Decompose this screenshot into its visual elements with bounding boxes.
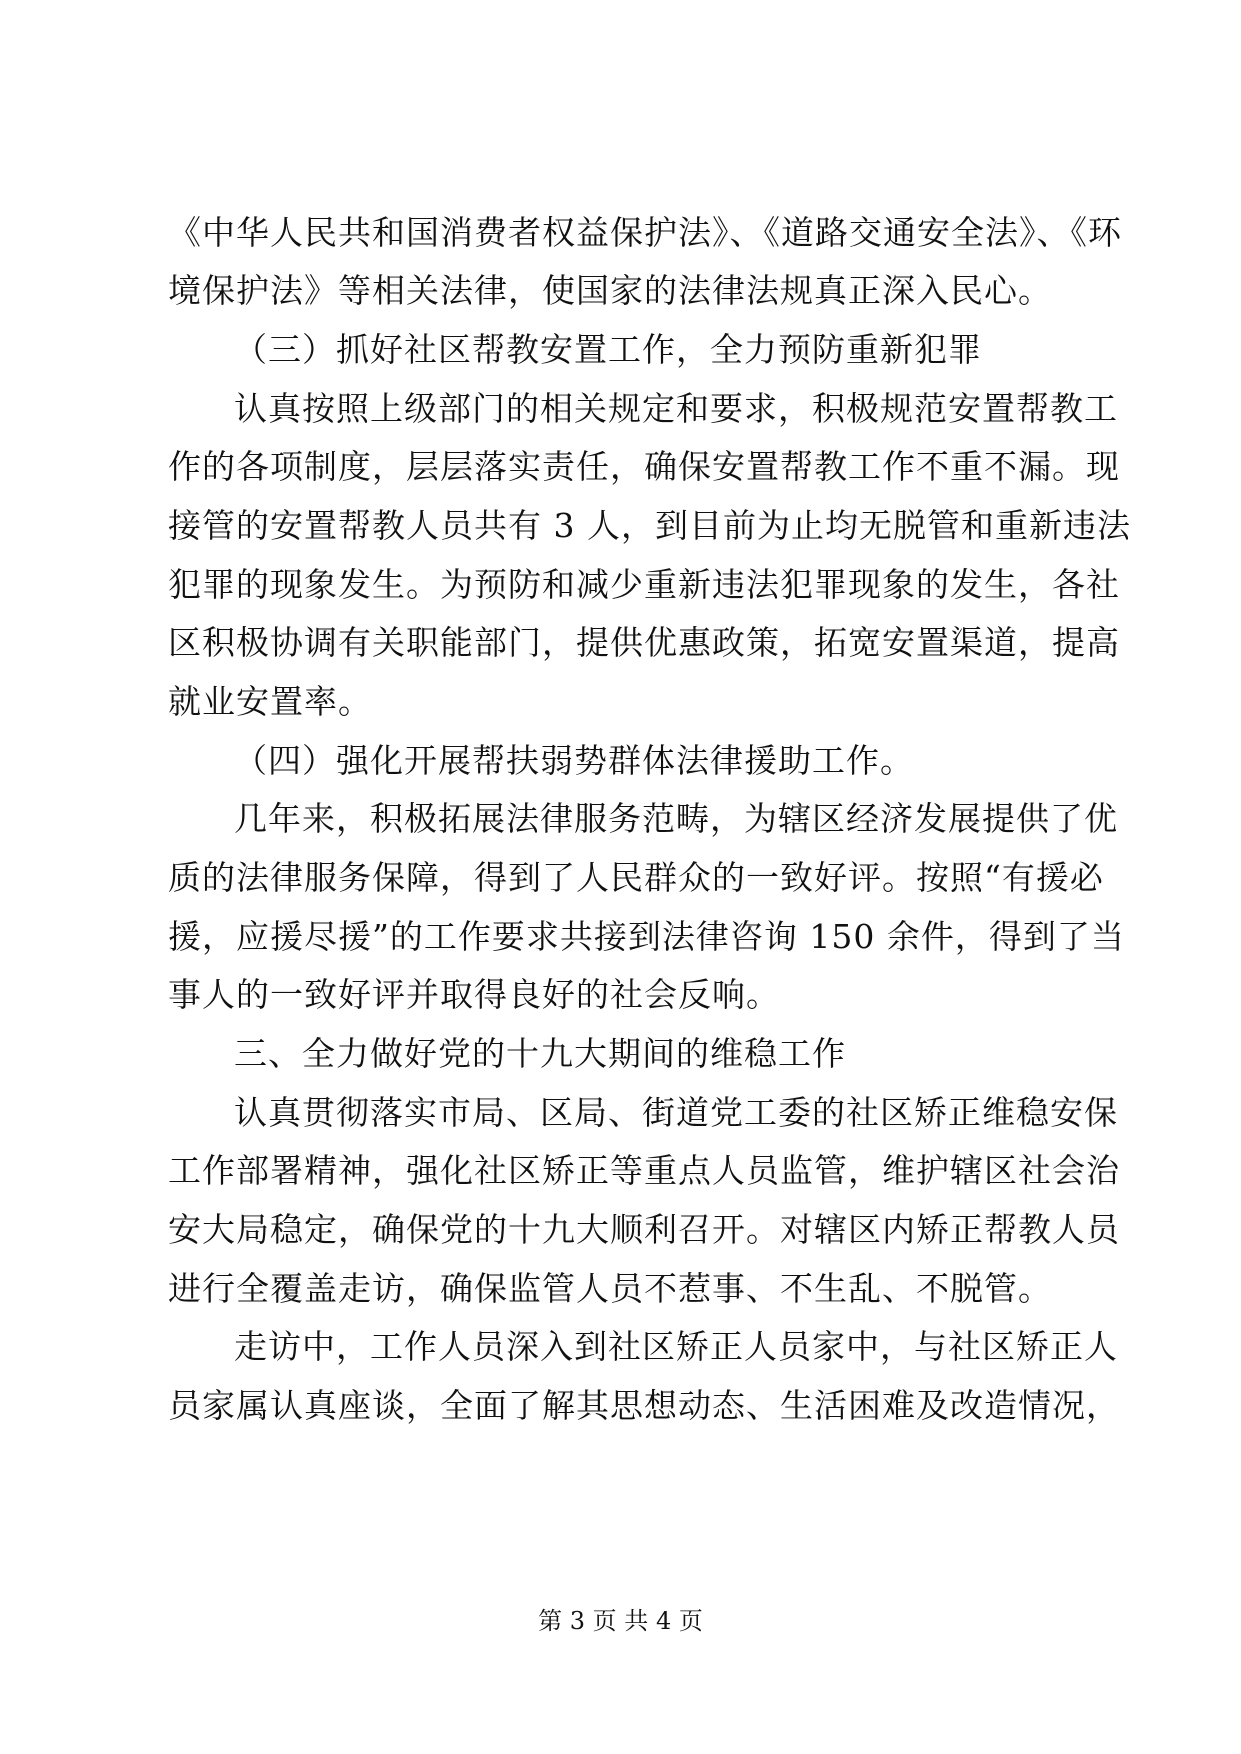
section-heading: （四）强化开展帮扶弱势群体法律援助工作。 — [234, 741, 914, 780]
text-line: 员家属认真座谈，全面了解其思想动态、生活困难及改造情况， — [168, 1386, 1120, 1425]
text-line: 境保护法》等相关法律，使国家的法律法规真正深入民心。 — [168, 271, 1052, 310]
text-line: 质的法律服务保障，得到了人民群众的一致好评。按照“有援必 — [168, 858, 1104, 897]
text-line: 几年来，积极拓展法律服务范畴，为辖区经济发展提供了优 — [234, 799, 1118, 838]
text-line: 走访中，工作人员深入到社区矫正人员家中，与社区矫正人 — [234, 1327, 1118, 1366]
text-line: 就业安置率。 — [168, 682, 372, 721]
section-heading: 三、全力做好党的十九大期间的维稳工作 — [234, 1034, 846, 1073]
page-number-footer: 第 3 页 共 4 页 — [538, 1607, 703, 1635]
text-line: 援，应援尽援”的工作要求共接到法律咨询 150 余件，得到了当 — [168, 917, 1125, 956]
section-heading: （三）抓好社区帮教安置工作，全力预防重新犯罪 — [234, 330, 982, 369]
text-line: 犯罪的现象发生。为预防和减少重新违法犯罪现象的发生，各社 — [168, 565, 1120, 604]
text-line: 事人的一致好评并取得良好的社会反响。 — [168, 975, 780, 1014]
text-line: 区积极协调有关职能部门，提供优惠政策，拓宽安置渠道，提高 — [168, 623, 1120, 662]
text-line: 认真贯彻落实市局、区局、街道党工委的社区矫正维稳安保 — [234, 1093, 1118, 1132]
text-line: 接管的安置帮教人员共有 3 人，到目前为止均无脱管和重新违法 — [168, 506, 1131, 545]
text-line: 认真按照上级部门的相关规定和要求，积极规范安置帮教工 — [234, 389, 1118, 428]
text-line: 作的各项制度，层层落实责任，确保安置帮教工作不重不漏。现 — [168, 447, 1120, 486]
text-line: 工作部署精神，强化社区矫正等重点人员监管，维护辖区社会治 — [168, 1151, 1120, 1190]
text-line: 《中华人民共和国消费者权益保护法》、《道路交通安全法》、《环 — [168, 213, 1122, 252]
text-line: 安大局稳定，确保党的十九大顺利召开。对辖区内矫正帮教人员 — [168, 1210, 1120, 1249]
text-line: 进行全覆盖走访，确保监管人员不惹事、不生乱、不脱管。 — [168, 1269, 1052, 1308]
